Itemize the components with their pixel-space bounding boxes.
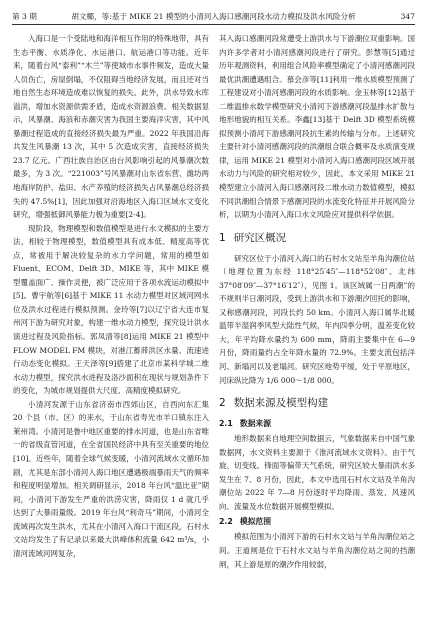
- page-number: 347: [400, 12, 415, 21]
- running-title: 胡文椰，等:基于 MIKE 21 模型的小清河入海口感潮河段水动力模拟及洪水风险分析: [71, 12, 356, 21]
- section-title: 研究区概况: [233, 231, 287, 244]
- left-column: [13, 32, 209, 624]
- section-title: 数据来源及模型构建: [233, 397, 329, 410]
- section-number: 2: [219, 397, 226, 410]
- right-column: [219, 32, 415, 624]
- section-heading-data-model: [219, 396, 415, 410]
- data-source-paragraph: 地形数据来自地理空间数据云，气象数据来自中国气象数据网，水文资料主要源于《淮河流域水文资料》。由于气旋、切变线、锋面等偏带天气系统，研究区较大暴雨洪水多发生在 7、8 月份，因此，本文中选用石村水文站及羊角沟潮位站 2022 年 7—8 月份逐时平均降雨、蒸发、风速风向、流量及水位数据开展模型模拟。: [219, 434, 415, 511]
- subsection-title: 模拟范围: [239, 517, 271, 527]
- subsection-heading-data-source: [219, 417, 415, 431]
- issue-number: 第 3 期: [12, 12, 37, 21]
- subsection-heading-simulation-range: [219, 515, 415, 529]
- subsection-title: 数据来源: [239, 419, 271, 429]
- section-number: 1: [219, 231, 226, 244]
- intro-paragraph-2: 现阶段，物理模型和数值模型是进行水文模拟的主要方法，相较于物理模型，数值模型具有成本低、精度高等优点，常被用于解决较复杂的水力学问题，常用的模型如 Fluent、ECOM、Delft 3D、MIKE 等，其中 MIKE 模型覆盖面广、操作灵便，被广泛应用于各项水流运动模拟中[5]。曹宇航等[6]基于 MIKE 11 水动力模型对区域河网水位及洪水过程进行模拟预测。金玲等[7]以辽宁省大连市复州河下游为研究对象，构建一维水动力模型，探究设计洪水演进过程及风险指标。郭凤清等[8]运用 MIKE 21 模型中 FLOW MODEL FM 模块，对港江蓄滞洪区水量、流速进行动态变化模拟。王天泽等[9]搭建了北京市某科学城二维水动力模型，探究洪水进程及洛沙面积在现状与规划条件下的变化，为城市规划提供大尺度、高精度模拟研究。: [13, 223, 209, 396]
- subsection-number: 2.2: [219, 517, 233, 527]
- section-heading-study-area: [219, 231, 415, 245]
- study-area-paragraph: 研究区位于小清河入海口的石村水文站至羊角沟潮位站（地理位置为东经 118°25′45″—118°52′08″、北纬 37°08′09″—37°16′12″），见图 1。该区域属一日两潮”的不规则半日潮河段，受到上游洪水和下游潮汐回托的影响，又称感潮河段，河段长约 50 km。小清河入海口属华北暖温带半湿润季风型大陆性气候，年内四季分明，温差变化较大，年平均降水量约为 600 mm，降雨主要集中在 6—9 月份，降雨量约占全年降水量的 72.9%。主要支流包括洋河、新塌河以及老塌河。研究区地势平缓，处于平原地区，河床纵比降为 1/6 000～1/8 000。: [219, 253, 415, 385]
- intro-paragraph-3: 小清河发源于山东省济南市西郊山区，自西向东汇集 20 个县（市、区）的来水，于山东省寿光市羊口镇东注入莱州湾。小清河是鲁中地区重要的排水河道，也是山东省唯一的省级直管河道，在全省国民经济中具有至关重要的地位[10]。近些年，随着全球气候变暖，小清河流域水文循环加剧，尤其是东部小清河入海口地区遭遇极端暴雨天气的频率和程度明显增加。相关调研显示，2018 年台风“温比亚”期间，小清河下游发生严重的洪涝灾害，降雨仅 1 d 就几乎达到了大暴雨量级。2019 年台风“利奇马”期间，小清河全流域再次发生洪水，尤其在小清河入海口干流区段，石村水文站均发生了有记录以来最大洪峰体积流量 642 m³/s，小清河流域河网复杂，: [13, 399, 209, 558]
- page-header: [12, 10, 415, 25]
- simulation-range-paragraph: 模拟范围为小清河下游的石村水文站与羊角沟潮位站之间。王道闸是位于石村水文站与羊角沟潮位站之间的挡潮闸，其上游是原的潮汐作用较弱，: [219, 532, 415, 569]
- subsection-number: 2.1: [219, 419, 233, 429]
- intro-paragraph-1: 入海口是一个受陆地和海洋相互作用的特殊地带，具有生态平衡、水质净化、水运港口、航运港口等功能。近年来，随着台风“泰利”“木兰”等使城市水事件频发，造成大量人员伤亡，房屋倒塌，不仅阻碍当地经济发展，而且还对当地自然生态环境造成难以恢复的损失。此外，洪水导致水库溢洪，增加水资源供需矛盾，造成水资源浪费。相关数据显示，风暴潮、海浪和赤潮灾害为我国主要海洋灾害，其中风暴潮过程造成的直接经济损失最为严重。2022 年我国沿海共发生风暴潮 13 次，其中 5 次造成灾害，直接经济损失 23.7 亿元。广西壮族自治区由台风影响引起的风暴潮次数最多，为 3 次。“221003”号风暴潮对山东省东营、潍坊两地海岸防护、盐田、水产养殖的经济损失占风暴潮总经济损失的 47.5%[1]，因此加强对沿海地区入海口区域水文变化研究，增强抵御风暴能力极为重要[2-4]。: [13, 34, 209, 220]
- intro-paragraph-continued: 其入海口感潮河段常遭受上游洪水与下游潮位双重影响。国内许多学者对小清河感潮河段进行了研究。彭慧等[5]通过历年观测资料，利用组合风险率模型确定了小清河感潮河段最优洪潮遭遇组合。慕会彦等[11]利用一维水质模型预测了工程建设对小清河感潮河段的水质影响。金玉林等[12]基于二维温排水数学模型研究小清河下游感潮河段温排水扩散与地形地貌的相互关系。李鑫[13]基于 Delft 3D 模型系统模拟预测小清河下游感潮河段抗生素的传输与分布。上述研究主要针对小清河感潮河段的洪潮组合联合概率及水质演变规律，运用 MIKE 21 模型对小清河入海口感潮河段区域开展水动力与风险的研究相对较少，因此，本文采用 MIKE 21 模型建立小清河入海口感潮河段二维水动力数值模型，模拟不同洪潮组合情景下感潮河段的水流变化特征并开展风险分析，以期为小清河入海口水文风险应对提供科学依据。: [219, 34, 415, 220]
